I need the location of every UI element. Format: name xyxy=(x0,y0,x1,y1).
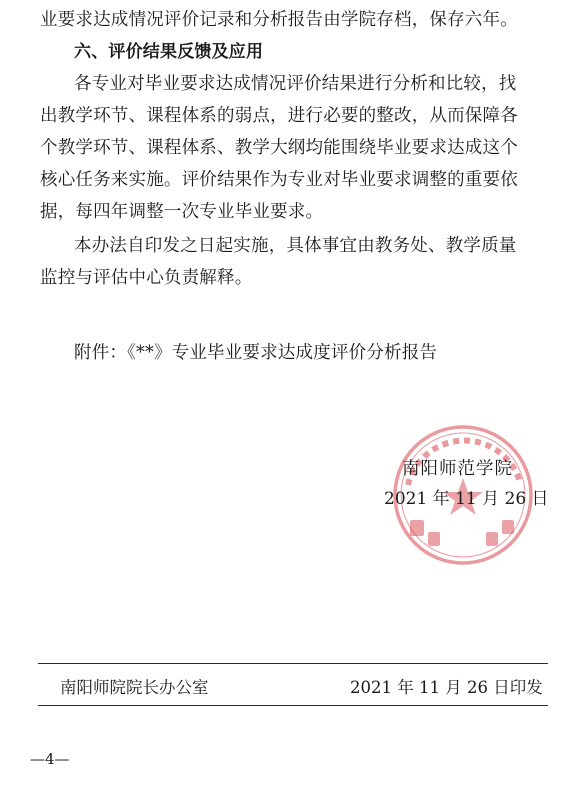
footer-bottom-rule xyxy=(38,705,548,706)
footer-issuer: 南阳师院院长办公室 xyxy=(60,678,209,697)
signing-date: 2021 年 11 月 26 日 xyxy=(384,489,549,509)
section-heading: 六、评价结果反馈及应用 xyxy=(74,42,264,62)
paragraph-1-line-4: 核心任务来实施。评价结果作为专业对毕业要求调整的重要依 xyxy=(40,170,518,190)
paragraph-1-line-5: 据，每四年调整一次专业毕业要求。 xyxy=(40,202,324,222)
paragraph-2-line-1: 本办法自印发之日起实施，具体事宜由教务处、教学质量 xyxy=(74,236,517,256)
paragraph-1-line-2: 出教学环节、课程体系的弱点，进行必要的整改，从而保障各 xyxy=(40,106,518,126)
attachment-line: 附件：《**》专业毕业要求达成度评价分析报告 xyxy=(74,343,438,363)
paragraph-1-line-3: 个教学环节、课程体系、教学大纲均能围绕毕业要求达成这个 xyxy=(40,138,518,158)
signing-organization: 南阳师范学院 xyxy=(402,459,513,479)
paragraph-2-line-2: 监控与评估中心负责解释。 xyxy=(40,268,253,288)
body-line-1: 业要求达成情况评价记录和分析报告由学院存档，保存六年。 xyxy=(40,10,518,30)
page-number: —4— xyxy=(30,750,70,768)
paragraph-1-line-1: 各专业对毕业要求达成情况评价结果进行分析和比较，找 xyxy=(74,74,517,94)
footer-issued-date: 2021 年 11 月 26 日印发 xyxy=(350,678,543,697)
footer-top-rule xyxy=(38,663,548,664)
